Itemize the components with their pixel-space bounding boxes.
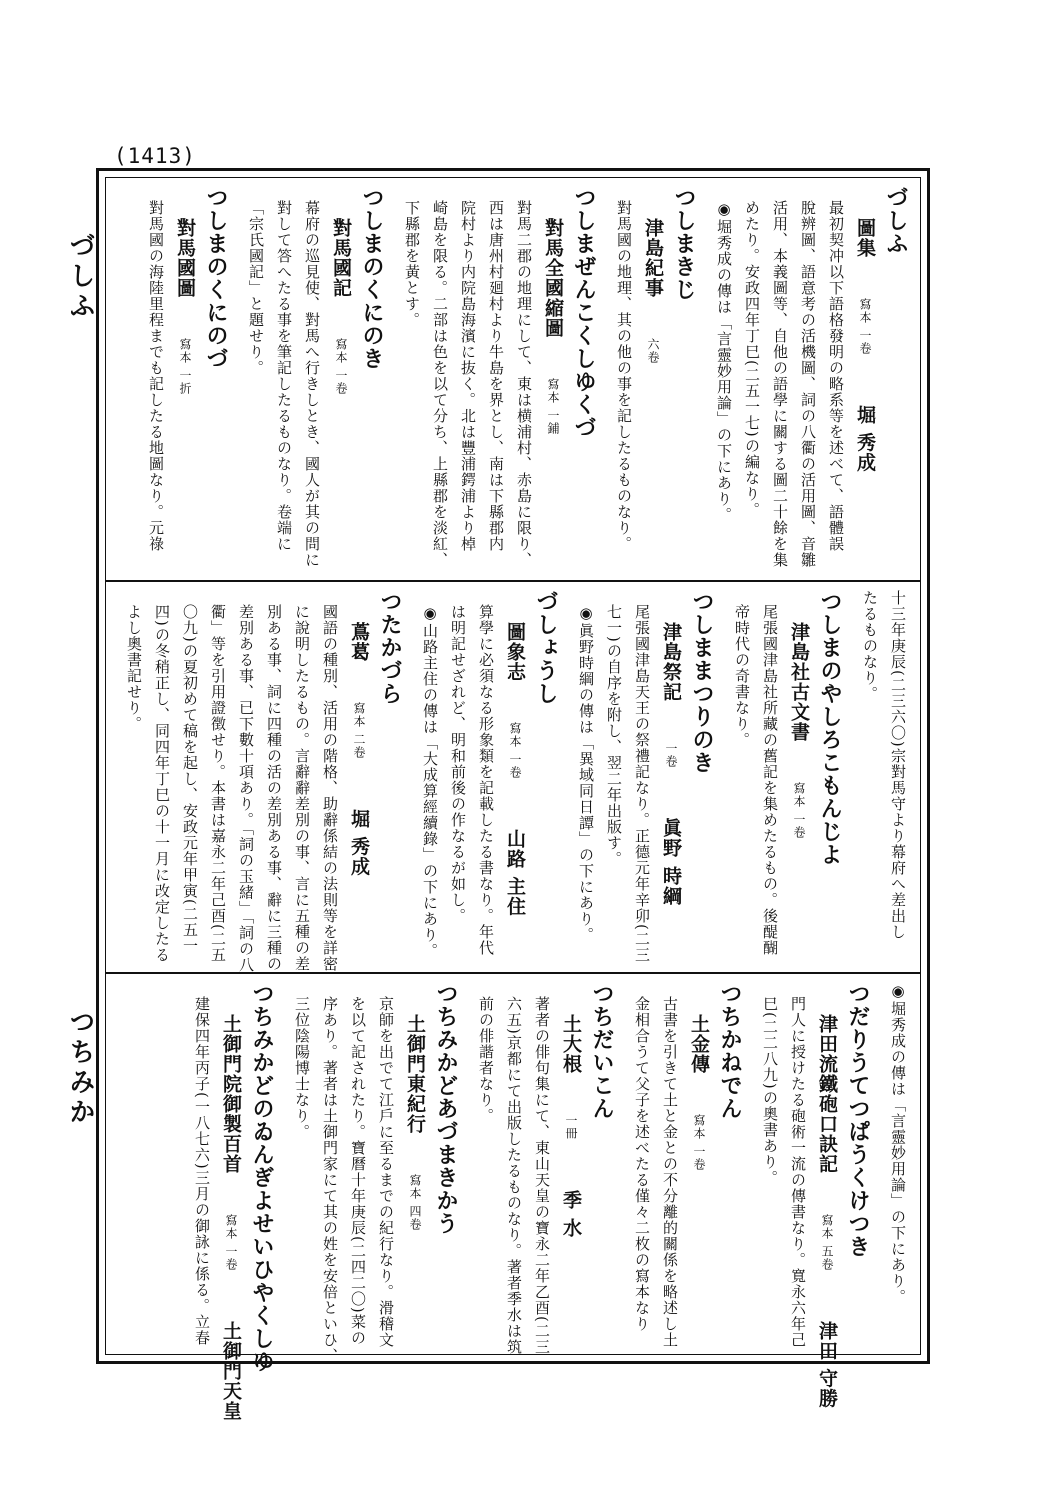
entry-text-line: 三位陰陽博士なり。 (293, 996, 311, 1140)
dictionary-entry (886, 982, 910, 1354)
entry-meta: 寫本 一折 (178, 338, 192, 395)
entry-reading: つちみかどのゐんぎよせいひやくしゆ (249, 982, 275, 1373)
entry-text-line: 崎島を限る。二部は色を以て分ち、上縣郡を淡紅、 (431, 200, 449, 568)
dictionary-entry (612, 186, 698, 572)
entry-title: 津島祭記 (660, 622, 682, 702)
entry-meta: 一卷 (664, 742, 678, 768)
dictionary-entry (418, 590, 560, 964)
entry-title: 對馬國圖 (174, 218, 196, 298)
entry-text-line: 尾張國津島社所藏の舊記を集めたるもの。後醍醐 (761, 604, 779, 956)
entry-meta: 寫本 二卷 (352, 702, 366, 759)
entry-meta: 寫本 五卷 (820, 1214, 834, 1271)
entry-text-line: 對して答へたる事を筆記したるものなり。卷端に (275, 200, 293, 552)
entry-heading (640, 186, 666, 364)
entry-text-line: 幕府の巡見使、對馬へ行きしとき、國人が其の問に (303, 200, 321, 568)
entry-text-line: めたり。安政四年丁巳(二五一七)の編なり。 (743, 200, 761, 518)
entry-heading (402, 982, 428, 1231)
entry-title: 津島紀事 (642, 218, 664, 298)
entry-text-line: 西は唐州村廻村より牛島を界とし、南は下縣郡内 (487, 200, 505, 552)
entry-text-line: に說明したるもの。言辭辭差別の事、言に五種の差 (293, 604, 311, 972)
side-header-top: づしふ (65, 232, 95, 322)
entry-text-line: は明記せざれど、明和前後の作なるが如し。 (449, 604, 467, 924)
dictionary-entry (122, 590, 404, 973)
entry-text-line: を以て記されたり。寶曆十年庚辰(二四二〇)菜の (349, 996, 367, 1346)
entry-heading (558, 982, 584, 1238)
entry-text-line: 對馬國の海陸里程までも記したる地圖なり。元祿 (147, 200, 165, 552)
entry-reading: つしまのくにのづ (203, 186, 229, 370)
entry-title: 圖象志 (504, 622, 526, 682)
entry-meta: 六卷 (646, 338, 660, 364)
entry-text-line: よし奧書記せり。 (125, 604, 143, 732)
entry-reading: つしまきじ (671, 186, 697, 301)
entry-text-line: 脫辨圖、語意考の活機圖、詞の八衢の活用圖、音雛 (799, 200, 817, 568)
entry-text-line: たるものなり。 (861, 590, 879, 702)
entry-heading (786, 590, 812, 839)
entry-text-line: 門人に授けたる砲術一流の傳書なり。寬永六年己 (789, 996, 807, 1348)
entry-title: 蔦葛 (348, 622, 370, 662)
entry-text-line: ◉堀秀成の傳は「言靈妙用論」の下にあり。 (715, 200, 733, 523)
entry-heading (172, 186, 198, 395)
entry-text-line: 院村より内院島海濱に抜く。北は豐浦鍔浦より棹 (459, 200, 477, 552)
entry-text-line: ◉山路主住の傳は「大成算經續錄」の下にあり。 (421, 604, 439, 959)
entry-meta: 寫本 一卷 (508, 722, 522, 779)
entry-text-line: 「宗氏國記」と題せり。 (247, 200, 265, 376)
entry-meta: 寫本 四卷 (408, 1174, 422, 1231)
entry-heading (814, 982, 840, 1408)
entry-title: 土御門院御製百首 (220, 1014, 242, 1174)
entry-meta: 寫本 一卷 (692, 1114, 706, 1171)
dictionary-entry (400, 186, 598, 572)
entry-text-line: 衢」等を引用證徴せり。本書は嘉永二年己酉(二五 (209, 604, 227, 963)
entry-title: 圖集 (854, 218, 876, 258)
entry-text-line: 金相合うて父子を述べたる僅々二枚の寫本なり (633, 996, 651, 1332)
entry-text-line: 別ある事、詞に四種の活の差別ある事、辭に三種の (265, 604, 283, 972)
entry-title: 津島社古文書 (788, 622, 810, 742)
entry-text-line: 序あり。著者は土御門家にて其の姓を安倍といひ、 (321, 996, 339, 1364)
entry-author: 津田 守勝 (816, 1320, 838, 1409)
dictionary-entry (474, 982, 616, 1354)
entry-text-line: 建保四年丙子(一八七六)三月の御詠に係る。立春 (193, 996, 211, 1346)
entry-heading (502, 590, 528, 916)
dictionary-entry (290, 982, 460, 1364)
entry-heading (658, 590, 684, 906)
band-1 (106, 178, 920, 582)
dictionary-entry (758, 982, 872, 1409)
entry-text-line: 著者の俳句集にて、東山天皇の寶永二年乙酉(二三 (533, 996, 551, 1355)
entry-text-line: 下縣郡を黃とす。 (403, 200, 421, 328)
entry-author: 堀 秀成 (348, 808, 370, 877)
entry-text-line: 活用、本義圖等、自他の語學に關する圖二十餘を集 (771, 200, 789, 568)
entry-text-line: 帝時代の奇書なり。 (733, 604, 751, 748)
entry-meta: 寫本 一卷 (792, 782, 806, 839)
dictionary-entry (190, 982, 276, 1421)
entry-text-line: 對馬二郡の地理にして、東は横浦村、赤島に限り、 (515, 200, 533, 568)
entry-text-line: 尾張國津島天王の祭禮記なり。正德元年辛卯(二三 (633, 604, 651, 963)
entry-title: 津田流鐵砲口訣記 (816, 1014, 838, 1174)
entry-text-line: 十三年庚辰(二三六〇)宗對馬守より幕府へ差出し (889, 590, 907, 940)
entry-reading: つちみかどあづまきかう (433, 982, 459, 1235)
entry-title: 對馬全國縮圖 (542, 218, 564, 338)
entry-text-line: 國語の種別、活用の階格、助辭係結の法則等を詳密 (321, 604, 339, 972)
entry-reading: つちだいこん (589, 982, 615, 1120)
entry-text-line: 算學に必須なる形象類を記載したる書なり。年代 (477, 604, 495, 956)
entry-text-line: 六五)京都にて出版したるものなり。著者季水は筑 (505, 996, 523, 1355)
entry-title: 土金傳 (688, 1014, 710, 1074)
entry-text-line: 古書を引きて土と金との不分離的關係を略述し土 (661, 996, 679, 1348)
page-number: (1413) (114, 144, 196, 168)
entry-text-line: 〇九)の夏初めて稿を起し、安政元年甲寅(二五一 (181, 604, 199, 954)
entry-reading: つしままつりのき (689, 590, 715, 774)
entry-reading: つちかねでん (717, 982, 743, 1120)
band-2 (106, 582, 920, 974)
side-header-bottom: つちみか (65, 1008, 95, 1128)
entry-author: 土御門天皇 (220, 1320, 242, 1421)
entry-reading: つしまぜんこくしゆくづ (571, 186, 597, 439)
entry-heading (852, 186, 878, 472)
entry-meta: 寫本 一鋪 (546, 378, 560, 435)
entry-title: 土大根 (560, 1014, 582, 1074)
entry-text-line: 巳(二二八九)の奧書あり。 (761, 996, 779, 1186)
dictionary-entry (730, 590, 844, 964)
dictionary-entry (244, 186, 386, 572)
entry-reading: つしまのくにのき (359, 186, 385, 370)
entry-author: 季 水 (560, 1190, 582, 1238)
dictionary-entry (144, 186, 230, 572)
entry-title: 土御門東紀行 (404, 1014, 426, 1134)
entry-reading: つたかづら (377, 590, 403, 705)
entry-text-line: ◉堀秀成の傳は「言靈妙用論」の下にあり。 (889, 982, 907, 1305)
entry-reading: づしょうし (533, 590, 559, 705)
entry-reading: つしまのやしろこもんじよ (817, 590, 843, 866)
entry-author: 堀 秀成 (854, 404, 876, 473)
entry-text-line: 最初契冲以下語格發明の略系等を述べて、語體誤 (827, 200, 845, 552)
dictionary-entry (574, 590, 716, 964)
dictionary-entry (858, 590, 910, 964)
page-frame (96, 168, 930, 1421)
entry-text-line: 對馬國の地理、其の他の事を記したるものなり。 (615, 200, 633, 552)
dictionary-entry (712, 186, 910, 572)
entry-heading (346, 590, 372, 876)
entry-heading (218, 982, 244, 1421)
entry-reading: つだりうてつぱうくけつき (845, 982, 871, 1258)
entry-reading: づしふ (883, 186, 909, 255)
entry-text-line: 京師を出でて江戶に至るまでの紀行なり。滑稽文 (377, 996, 395, 1348)
entry-heading (686, 982, 712, 1171)
entry-meta: 寫本 一卷 (224, 1214, 238, 1271)
band-3 (106, 974, 920, 1421)
dictionary-entry (630, 982, 744, 1354)
entry-meta: 寫本 一卷 (858, 298, 872, 355)
entry-heading (540, 186, 566, 435)
entry-text-line: 前の俳諧者なり。 (477, 996, 495, 1124)
entry-text-line: ◉眞野時綱の傳は「異域同日譚」の下にあり。 (577, 604, 595, 943)
entry-meta: 一冊 (564, 1114, 578, 1140)
entry-text-line: 七一)の自序を附し、翌二年出版す。 (605, 604, 623, 867)
entry-author: 眞野 時綱 (660, 818, 682, 906)
entry-heading (328, 186, 354, 395)
entry-title: 對馬國記 (330, 218, 352, 298)
entry-author: 山路 主住 (504, 828, 526, 917)
entry-text-line: 四)の冬稍正し、同四年丁巳の十一月に改定したる (153, 604, 171, 963)
entry-text-line: 差別ある事、已下數十項あり。「詞の玉緒」「詞の八 (237, 604, 255, 973)
page-inner-frame (105, 177, 921, 1421)
entry-meta: 寫本 一卷 (334, 338, 348, 395)
